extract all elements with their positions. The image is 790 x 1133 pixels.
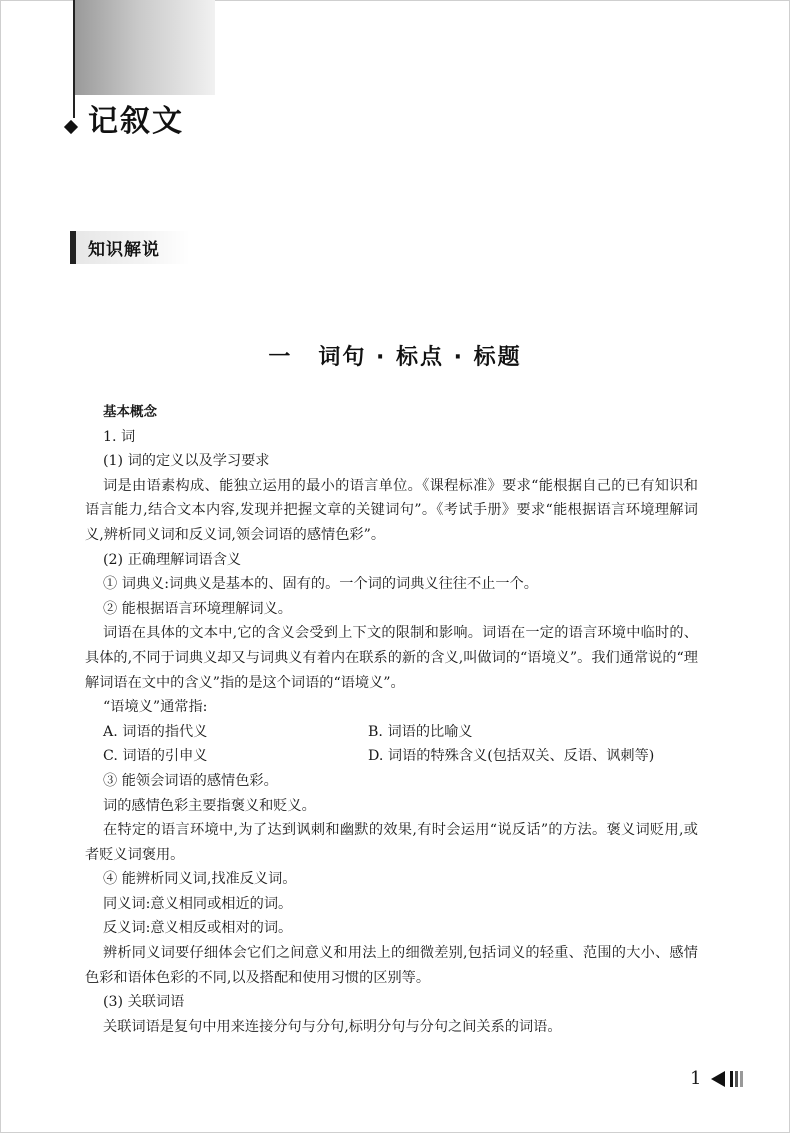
subheading-2: (2) 正确理解词语含义	[103, 551, 242, 568]
paragraph-3: 词的感情色彩主要指褒义和贬义。	[103, 797, 316, 814]
point-4: ④ 能辨析同义词,找准反义词。	[103, 871, 297, 888]
antonym-definition: 反义词:意义相反或相对的词。	[103, 920, 293, 937]
page-bars-icon	[728, 1071, 743, 1087]
left-triangle-icon	[711, 1071, 725, 1087]
option-c: C. 词语的引申义	[103, 748, 208, 765]
section-heading-number: 一	[268, 345, 293, 370]
body-content	[85, 400, 698, 1039]
header-gradient-block	[75, 0, 215, 95]
chapter-title	[66, 96, 184, 140]
synonym-definition: 同义词:意义相同或相近的词。	[103, 895, 293, 912]
subheading-3: (3) 关联词语	[103, 994, 185, 1011]
option-b: B. 词语的比喻义	[368, 723, 473, 740]
basic-concepts-heading: 基本概念	[103, 404, 157, 420]
context-intro: “语境义”通常指:	[103, 699, 208, 716]
options-row-2	[103, 744, 698, 769]
section-heading-title: 词句 · 标点 · 标题	[318, 345, 522, 370]
section-label-bar	[70, 231, 76, 264]
diamond-bullet-icon	[64, 120, 78, 134]
page-number	[690, 1068, 743, 1089]
item-1: 1. 词	[103, 428, 136, 445]
subheading-1: (1) 词的定义以及学习要求	[103, 453, 270, 470]
section-label	[70, 231, 190, 264]
chapter-title-text: 记叙文	[88, 104, 184, 139]
paragraph-4: 在特定的语言环境中,为了达到讽刺和幽默的效果,有时会运用“说反话”的方法。褒义词贬用,或者贬义词褒用。	[85, 822, 698, 863]
page-number-text: 1	[690, 1068, 702, 1089]
option-d: D. 词语的特殊含义(包括双关、反语、讽刺等)	[368, 748, 655, 765]
paragraph-2: 词语在具体的文本中,它的含义会受到上下文的限制和影响。词语在一定的语言环境中临时的、具体的,不同于词典义却又与词典义有着内在联系的新的含义,叫做词的“语境义”。我们通常说的“理解词语在文中的含义”指的是这个词语的“语境义”。	[85, 625, 698, 691]
option-a: A. 词语的指代义	[103, 723, 208, 740]
section-label-text: 知识解说	[88, 240, 160, 260]
point-3: ③ 能领会词语的感情色彩。	[103, 772, 278, 789]
paragraph-1: 词是由语素构成、能独立运用的最小的语言单位。《课程标准》要求“能根据自己的已有知识和语言能力,结合文本内容,发现并把握文章的关键词句”。《考试手册》要求“能根据语言环境理解词义,辨析同义词和反义词,领会词语的感情色彩”。	[85, 477, 698, 543]
options-row-1	[103, 720, 698, 745]
point-2: ② 能根据语言环境理解词义。	[103, 600, 292, 617]
section-heading	[0, 340, 790, 371]
paragraph-5: 辨析同义词要仔细体会它们之间意义和用法上的细微差别,包括词义的轻重、范围的大小、感情色彩和语体色彩的不同,以及搭配和使用习惯的区别等。	[85, 945, 698, 986]
point-1: ① 词典义:词典义是基本的、固有的。一个词的词典义往往不止一个。	[103, 576, 538, 593]
paragraph-6: 关联词语是复句中用来连接分句与分句,标明分句与分句之间关系的词语。	[103, 1018, 562, 1035]
